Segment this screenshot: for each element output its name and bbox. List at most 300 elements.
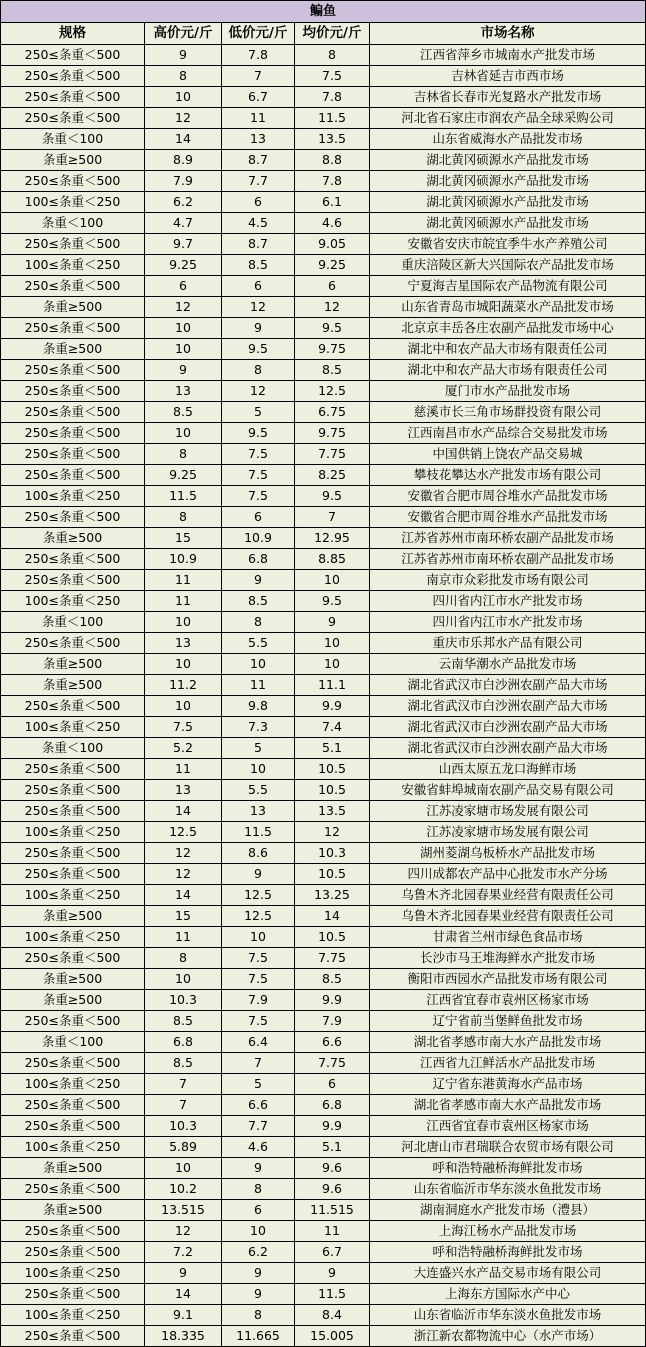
avg-price-cell: 7 [295,507,370,528]
table-row [1,528,646,549]
high-price-cell: 10 [145,654,222,675]
table-row [1,801,646,822]
high-price-cell: 11.2 [145,675,222,696]
high-price-cell: 11 [145,759,222,780]
low-price-cell: 7.5 [222,465,295,486]
avg-price-cell: 7.8 [295,87,370,108]
low-price-cell: 7.5 [222,969,295,990]
high-price-cell: 12.5 [145,822,222,843]
avg-price-cell: 8.8 [295,150,370,171]
high-price-cell: 9 [145,45,222,66]
avg-price-cell: 9.6 [295,1179,370,1200]
table-row [1,66,646,87]
avg-price-cell: 9.9 [295,1116,370,1137]
table-row [1,108,646,129]
avg-price-cell: 8.4 [295,1305,370,1326]
low-price-cell: 8 [222,1305,295,1326]
table-row [1,906,646,927]
market-name-cell: 湖北省孝感市南大水产品批发市场 [370,1095,646,1116]
spec-cell: 条重＜100 [1,213,145,234]
table-row [1,612,646,633]
spec-cell: 100≤条重＜250 [1,1074,145,1095]
market-name-cell: 湖北黄冈硕源水产品批发市场 [370,171,646,192]
avg-price-cell: 12.5 [295,381,370,402]
market-name-cell: 安徽省合肥市周谷堆水产品批发市场 [370,507,646,528]
low-price-cell: 8 [222,360,295,381]
low-price-cell: 9.8 [222,696,295,717]
low-price-cell: 8 [222,612,295,633]
avg-price-cell: 8.5 [295,969,370,990]
high-price-cell: 12 [145,297,222,318]
low-price-cell: 5 [222,738,295,759]
low-price-cell: 12.5 [222,885,295,906]
high-price-cell: 10.9 [145,549,222,570]
header-spec: 规格 [1,23,145,45]
spec-cell: 100≤条重＜250 [1,1137,145,1158]
high-price-cell: 14 [145,885,222,906]
avg-price-cell: 12 [295,297,370,318]
table-row [1,822,646,843]
high-price-cell: 12 [145,108,222,129]
low-price-cell: 7.7 [222,1116,295,1137]
high-price-cell: 13 [145,381,222,402]
high-price-cell: 10.2 [145,1179,222,1200]
market-name-cell: 河北唐山市君瑞联合农贸市场有限公司 [370,1137,646,1158]
high-price-cell: 12 [145,843,222,864]
table-row [1,486,646,507]
header-low-price: 低价元/斤 [222,23,295,45]
spec-cell: 100≤条重＜250 [1,255,145,276]
spec-cell: 条重≥500 [1,675,145,696]
spec-cell: 250≤条重＜500 [1,1221,145,1242]
spec-cell: 250≤条重＜500 [1,45,145,66]
table-row [1,549,646,570]
low-price-cell: 13 [222,801,295,822]
avg-price-cell: 9.6 [295,1158,370,1179]
market-name-cell: 长沙市马王堆海鲜水产批发市场 [370,948,646,969]
high-price-cell: 9.7 [145,234,222,255]
avg-price-cell: 9.9 [295,696,370,717]
spec-cell: 条重≥500 [1,528,145,549]
table-row [1,1284,646,1305]
table-row [1,675,646,696]
avg-price-cell: 9.5 [295,318,370,339]
high-price-cell: 11 [145,570,222,591]
market-name-cell: 四川省内江市水产批发市场 [370,612,646,633]
low-price-cell: 6.7 [222,87,295,108]
table-row [1,129,646,150]
high-price-cell: 10 [145,612,222,633]
high-price-cell: 8 [145,444,222,465]
high-price-cell: 7 [145,1074,222,1095]
low-price-cell: 13 [222,129,295,150]
table-row [1,1179,646,1200]
spec-cell: 100≤条重＜250 [1,192,145,213]
table-row [1,423,646,444]
spec-cell: 250≤条重＜500 [1,234,145,255]
table-row [1,570,646,591]
market-name-cell: 辽宁省前当堡鲜鱼批发市场 [370,1011,646,1032]
high-price-cell: 18.335 [145,1326,222,1347]
low-price-cell: 5 [222,402,295,423]
table-row [1,1305,646,1326]
table-row [1,465,646,486]
spec-cell: 条重≥500 [1,339,145,360]
avg-price-cell: 9 [295,1263,370,1284]
low-price-cell: 7.3 [222,717,295,738]
low-price-cell: 10 [222,927,295,948]
market-name-cell: 北京京丰岳各庄农副产品批发市场中心 [370,318,646,339]
market-name-cell: 攀枝花攀达水产批发市场有限公司 [370,465,646,486]
table-row [1,276,646,297]
avg-price-cell: 14 [295,906,370,927]
avg-price-cell: 12.95 [295,528,370,549]
table-row [1,1263,646,1284]
avg-price-cell: 9.9 [295,990,370,1011]
low-price-cell: 5.5 [222,780,295,801]
high-price-cell: 7.2 [145,1242,222,1263]
market-name-cell: 江苏凌家塘市场发展有限公司 [370,822,646,843]
avg-price-cell: 10.5 [295,927,370,948]
spec-cell: 条重＜100 [1,612,145,633]
table-row [1,1011,646,1032]
avg-price-cell: 6 [295,276,370,297]
market-name-cell: 安徽省合肥市周谷堆水产品批发市场 [370,486,646,507]
market-name-cell: 浙江新农都物流中心（水产市场） [370,1326,646,1347]
high-price-cell: 14 [145,129,222,150]
spec-cell: 250≤条重＜500 [1,507,145,528]
market-name-cell: 江苏凌家塘市场发展有限公司 [370,801,646,822]
table-row [1,696,646,717]
spec-cell: 条重＜100 [1,1032,145,1053]
low-price-cell: 8.7 [222,234,295,255]
table-row [1,150,646,171]
spec-cell: 250≤条重＜500 [1,843,145,864]
avg-price-cell: 10 [295,633,370,654]
avg-price-cell: 9 [295,612,370,633]
table-row [1,780,646,801]
low-price-cell: 10.9 [222,528,295,549]
table-row [1,507,646,528]
market-name-cell: 江西南昌市水产品综合交易批发市场 [370,423,646,444]
avg-price-cell: 6.1 [295,192,370,213]
high-price-cell: 10 [145,969,222,990]
low-price-cell: 11 [222,675,295,696]
spec-cell: 100≤条重＜250 [1,486,145,507]
header-market-name: 市场名称 [370,23,646,45]
market-name-cell: 江苏省苏州市南环桥农副产品批发市场 [370,528,646,549]
market-name-cell: 湖北中和农产品大市场有限责任公司 [370,339,646,360]
low-price-cell: 6.8 [222,549,295,570]
spec-cell: 250≤条重＜500 [1,1242,145,1263]
table-row [1,717,646,738]
table-row [1,255,646,276]
market-name-cell: 山东省威海水产品批发市场 [370,129,646,150]
high-price-cell: 8.5 [145,1011,222,1032]
avg-price-cell: 9.75 [295,423,370,444]
table-row [1,1326,646,1347]
market-name-cell: 四川省内江市水产批发市场 [370,591,646,612]
spec-cell: 250≤条重＜500 [1,402,145,423]
low-price-cell: 9.5 [222,339,295,360]
high-price-cell: 13.515 [145,1200,222,1221]
avg-price-cell: 7.4 [295,717,370,738]
spec-cell: 250≤条重＜500 [1,381,145,402]
spec-cell: 100≤条重＜250 [1,927,145,948]
high-price-cell: 8.5 [145,402,222,423]
high-price-cell: 10 [145,1158,222,1179]
table-row [1,843,646,864]
market-name-cell: 重庆涪陵区新大兴国际农产品批发市场 [370,255,646,276]
high-price-cell: 5.89 [145,1137,222,1158]
avg-price-cell: 10.5 [295,780,370,801]
avg-price-cell: 5.1 [295,1137,370,1158]
spec-cell: 250≤条重＜500 [1,171,145,192]
low-price-cell: 7.5 [222,948,295,969]
table-title-row [1,1,646,23]
low-price-cell: 7.5 [222,1011,295,1032]
avg-price-cell: 8.5 [295,360,370,381]
spec-cell: 250≤条重＜500 [1,465,145,486]
high-price-cell: 12 [145,864,222,885]
table-row [1,1032,646,1053]
market-name-cell: 湖州菱湖乌板桥水产品批发市场 [370,843,646,864]
market-name-cell: 呼和浩特融桥海鲜批发市场 [370,1242,646,1263]
market-name-cell: 厦门市水产品批发市场 [370,381,646,402]
spec-cell: 250≤条重＜500 [1,1116,145,1137]
market-name-cell: 上海江杨水产品批发市场 [370,1221,646,1242]
spec-cell: 250≤条重＜500 [1,696,145,717]
market-name-cell: 乌鲁木齐北园春果业经营有限责任公司 [370,885,646,906]
avg-price-cell: 4.6 [295,213,370,234]
table-row [1,591,646,612]
market-name-cell: 江西省萍乡市城南水产批发市场 [370,45,646,66]
avg-price-cell: 9.05 [295,234,370,255]
low-price-cell: 8.5 [222,591,295,612]
market-name-cell: 山东省临沂市华东淡水鱼批发市场 [370,1305,646,1326]
spec-cell: 250≤条重＜500 [1,864,145,885]
market-name-cell: 云南华潮水产品批发市场 [370,654,646,675]
low-price-cell: 8 [222,1179,295,1200]
spec-cell: 条重≥500 [1,150,145,171]
table-row [1,213,646,234]
header-row [1,23,646,45]
high-price-cell: 7 [145,1095,222,1116]
spec-cell: 250≤条重＜500 [1,276,145,297]
high-price-cell: 9.25 [145,465,222,486]
high-price-cell: 10 [145,87,222,108]
spec-cell: 条重≥500 [1,1158,145,1179]
spec-cell: 250≤条重＜500 [1,444,145,465]
avg-price-cell: 12 [295,822,370,843]
avg-price-cell: 10.5 [295,864,370,885]
table-row [1,297,646,318]
spec-cell: 100≤条重＜250 [1,885,145,906]
high-price-cell: 15 [145,528,222,549]
high-price-cell: 15 [145,906,222,927]
low-price-cell: 9 [222,1284,295,1305]
avg-price-cell: 7.5 [295,66,370,87]
market-name-cell: 江苏省苏州市南环桥农副产品批发市场 [370,549,646,570]
high-price-cell: 7.5 [145,717,222,738]
avg-price-cell: 8.85 [295,549,370,570]
low-price-cell: 6.6 [222,1095,295,1116]
high-price-cell: 11 [145,591,222,612]
market-name-cell: 吉林省长春市光复路水产批发市场 [370,87,646,108]
market-name-cell: 江西省九江鲜活水产品批发市场 [370,1053,646,1074]
table-row [1,1200,646,1221]
high-price-cell: 11 [145,927,222,948]
low-price-cell: 4.5 [222,213,295,234]
high-price-cell: 8 [145,507,222,528]
table-title: 鳊鱼 [1,1,646,23]
spec-cell: 250≤条重＜500 [1,66,145,87]
avg-price-cell: 9.5 [295,486,370,507]
low-price-cell: 6.2 [222,1242,295,1263]
table-row [1,171,646,192]
market-name-cell: 呼和浩特融桥海鲜批发市场 [370,1158,646,1179]
spec-cell: 条重≥500 [1,990,145,1011]
low-price-cell: 8.7 [222,150,295,171]
spec-cell: 250≤条重＜500 [1,318,145,339]
high-price-cell: 10 [145,423,222,444]
spec-cell: 条重＜100 [1,129,145,150]
header-high-price: 高价元/斤 [145,23,222,45]
avg-price-cell: 7.75 [295,444,370,465]
high-price-cell: 14 [145,801,222,822]
table-row [1,885,646,906]
avg-price-cell: 7.75 [295,948,370,969]
low-price-cell: 6 [222,1200,295,1221]
market-name-cell: 四川成都农产品中心批发市水产分场 [370,864,646,885]
market-name-cell: 湖北省武汉市白沙洲农副产品大市场 [370,675,646,696]
spec-cell: 100≤条重＜250 [1,717,145,738]
high-price-cell: 11.5 [145,486,222,507]
avg-price-cell: 5.1 [295,738,370,759]
high-price-cell: 8 [145,948,222,969]
spec-cell: 条重≥500 [1,969,145,990]
table-row [1,1074,646,1095]
high-price-cell: 12 [145,1221,222,1242]
spec-cell: 250≤条重＜500 [1,1284,145,1305]
spec-cell: 250≤条重＜500 [1,1095,145,1116]
spec-cell: 100≤条重＜250 [1,1305,145,1326]
table-row [1,1116,646,1137]
spec-cell: 250≤条重＜500 [1,87,145,108]
table-row [1,990,646,1011]
spec-cell: 250≤条重＜500 [1,570,145,591]
high-price-cell: 13 [145,780,222,801]
spec-cell: 250≤条重＜500 [1,360,145,381]
low-price-cell: 11.5 [222,822,295,843]
high-price-cell: 9 [145,1263,222,1284]
avg-price-cell: 11.5 [295,1284,370,1305]
market-name-cell: 上海东方国际水产中心 [370,1284,646,1305]
market-name-cell: 宁夏海吉星国际农产品物流有限公司 [370,276,646,297]
table-row [1,444,646,465]
low-price-cell: 9 [222,864,295,885]
market-name-cell: 山东省青岛市城阳蔬菜水产品批发市场 [370,297,646,318]
low-price-cell: 7 [222,66,295,87]
high-price-cell: 10 [145,696,222,717]
market-name-cell: 甘肃省兰州市绿色食品市场 [370,927,646,948]
high-price-cell: 9 [145,360,222,381]
low-price-cell: 6 [222,507,295,528]
low-price-cell: 9.5 [222,423,295,444]
market-name-cell: 湖北省武汉市白沙洲农副产品大市场 [370,717,646,738]
low-price-cell: 6 [222,276,295,297]
low-price-cell: 6 [222,192,295,213]
table-row [1,927,646,948]
market-name-cell: 大连盛兴水产品交易市场有限公司 [370,1263,646,1284]
avg-price-cell: 9.5 [295,591,370,612]
spec-cell: 250≤条重＜500 [1,633,145,654]
low-price-cell: 7.8 [222,45,295,66]
low-price-cell: 7 [222,1053,295,1074]
spec-cell: 250≤条重＜500 [1,1053,145,1074]
avg-price-cell: 10 [295,654,370,675]
avg-price-cell: 8 [295,45,370,66]
market-name-cell: 湖北省武汉市白沙洲农副产品大市场 [370,738,646,759]
high-price-cell: 13 [145,633,222,654]
avg-price-cell: 7.9 [295,1011,370,1032]
low-price-cell: 7.9 [222,990,295,1011]
spec-cell: 250≤条重＜500 [1,423,145,444]
avg-price-cell: 9.25 [295,255,370,276]
spec-cell: 100≤条重＜250 [1,1263,145,1284]
low-price-cell: 5 [222,1074,295,1095]
low-price-cell: 7.5 [222,486,295,507]
market-name-cell: 山西太原五龙口海鲜市场 [370,759,646,780]
avg-price-cell: 11.515 [295,1200,370,1221]
market-name-cell: 南京市众彩批发市场有限公司 [370,570,646,591]
table-row [1,381,646,402]
market-name-cell: 江西省宜春市袁州区杨家市场 [370,990,646,1011]
avg-price-cell: 8.25 [295,465,370,486]
table-row [1,1242,646,1263]
table-row [1,45,646,66]
header-avg-price: 均价元/斤 [295,23,370,45]
low-price-cell: 9 [222,1263,295,1284]
avg-price-cell: 7.8 [295,171,370,192]
avg-price-cell: 10.5 [295,759,370,780]
market-name-cell: 湖北黄冈硕源水产品批发市场 [370,150,646,171]
market-name-cell: 辽宁省东港黄海水产品市场 [370,1074,646,1095]
table-row [1,1137,646,1158]
market-name-cell: 湖北省武汉市白沙洲农副产品大市场 [370,696,646,717]
avg-price-cell: 10.3 [295,843,370,864]
market-name-cell: 湖北中和农产品大市场有限责任公司 [370,360,646,381]
table-row [1,360,646,381]
low-price-cell: 10 [222,759,295,780]
market-name-cell: 安徽省蚌埠城南农副产品交易有限公司 [370,780,646,801]
high-price-cell: 8.9 [145,150,222,171]
table-row [1,339,646,360]
avg-price-cell: 13.5 [295,129,370,150]
spec-cell: 250≤条重＜500 [1,1011,145,1032]
table-row [1,1221,646,1242]
low-price-cell: 12 [222,381,295,402]
low-price-cell: 7.7 [222,171,295,192]
spec-cell: 100≤条重＜250 [1,591,145,612]
spec-cell: 250≤条重＜500 [1,759,145,780]
high-price-cell: 10.3 [145,990,222,1011]
avg-price-cell: 6.6 [295,1032,370,1053]
high-price-cell: 8.5 [145,1053,222,1074]
avg-price-cell: 11.5 [295,108,370,129]
table-row [1,1158,646,1179]
low-price-cell: 8.6 [222,843,295,864]
